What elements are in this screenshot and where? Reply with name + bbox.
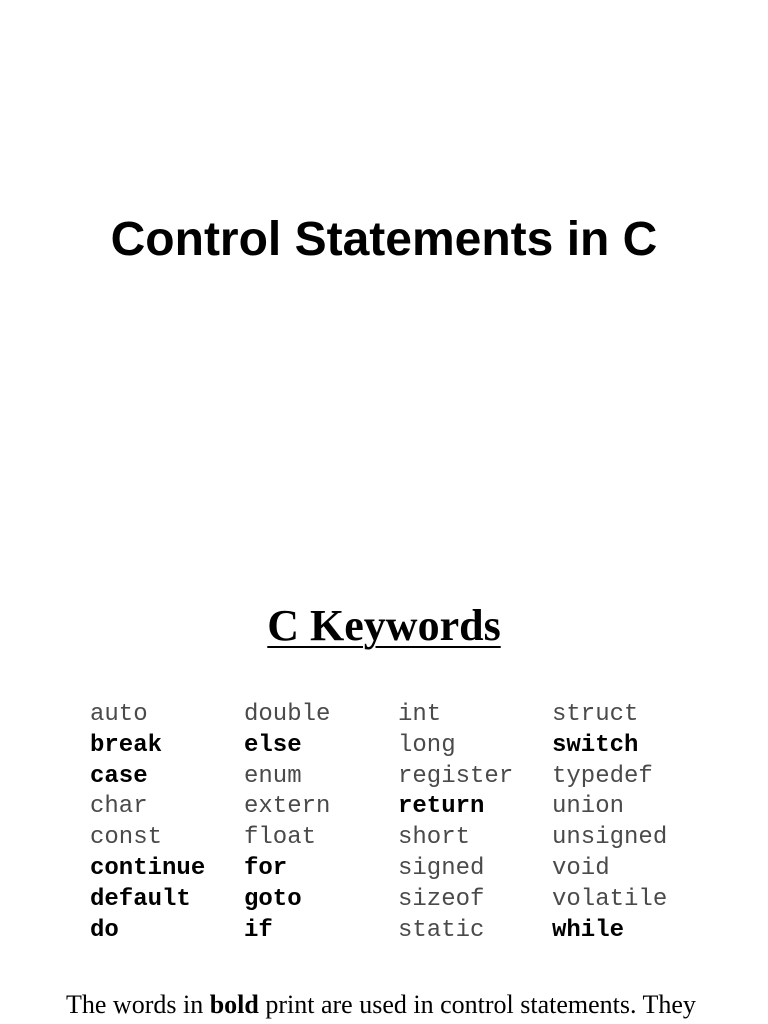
keyword: int <box>398 701 442 728</box>
keyword: static <box>398 916 485 944</box>
keyword: const <box>90 824 163 852</box>
keyword: long <box>398 731 456 759</box>
keyword: for <box>244 854 288 882</box>
keyword: switch <box>552 731 639 759</box>
keyword: continue <box>90 854 206 882</box>
keyword: do <box>90 916 119 944</box>
keyword: volatile <box>552 885 668 913</box>
keyword: auto <box>90 701 148 728</box>
keyword: if <box>244 916 273 944</box>
keyword: default <box>90 885 191 913</box>
keyword: return <box>398 793 485 821</box>
footer-text <box>66 988 746 1022</box>
footer-text-after: print are used in control statements. They <box>258 990 696 1019</box>
keyword: void <box>552 854 610 882</box>
keyword: float <box>244 824 317 852</box>
keyword: char <box>90 793 148 821</box>
keyword: register <box>398 762 514 790</box>
section-title <box>0 596 768 656</box>
keyword: union <box>552 793 625 821</box>
keyword: while <box>552 916 625 944</box>
keyword: unsigned <box>552 824 668 852</box>
keyword: break <box>90 731 163 759</box>
keyword: case <box>90 762 148 790</box>
keyword: double <box>244 701 331 728</box>
keyword: else <box>244 731 302 759</box>
keyword-grid <box>90 700 706 946</box>
keyword: struct <box>552 701 639 728</box>
footer-text-before: The words in <box>66 990 210 1019</box>
slide-title: Control Statements in C <box>110 213 658 266</box>
keyword: short <box>398 824 471 852</box>
keyword: goto <box>244 885 302 913</box>
keyword: sizeof <box>398 885 485 913</box>
footer-bold-word: bold <box>209 990 259 1019</box>
keyword: enum <box>244 762 302 790</box>
section-title-text: C Keywords <box>267 601 501 650</box>
keyword: signed <box>398 854 485 882</box>
keyword: extern <box>244 793 331 821</box>
keyword: typedef <box>552 762 653 790</box>
